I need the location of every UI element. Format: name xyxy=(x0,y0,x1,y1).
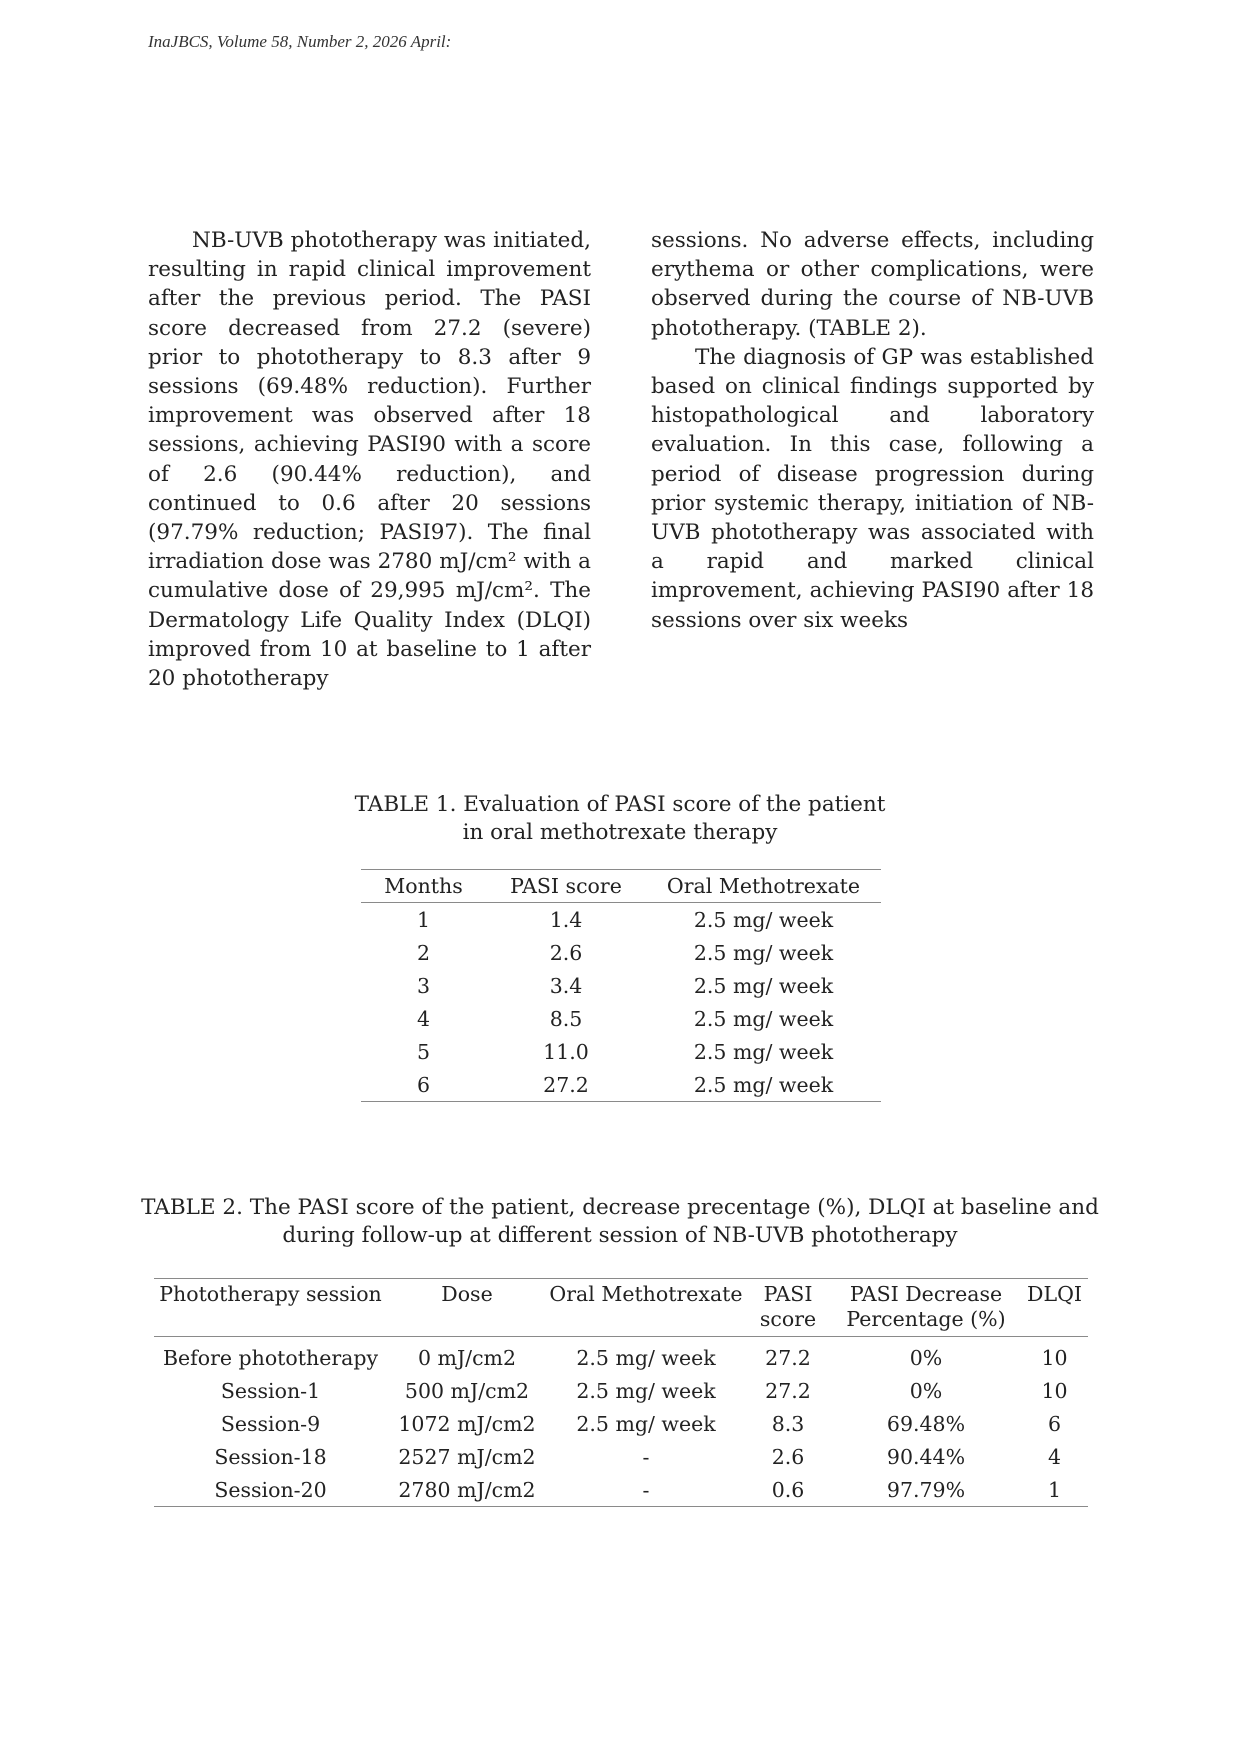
table1-caption-line: in oral methotrexate therapy xyxy=(462,819,778,845)
table-cell: 0 mJ/cm2 xyxy=(417,1345,517,1370)
table2-header-cell xyxy=(831,1279,1021,1337)
table2-header-line: Phototherapy session xyxy=(159,1282,382,1306)
table2-header-line: PASI xyxy=(763,1282,813,1306)
table2-header-line: score xyxy=(759,1307,817,1331)
table-cell: 2.6 xyxy=(771,1444,805,1469)
table2-header-cell xyxy=(1021,1279,1088,1337)
paragraph-diagnosis: The diagnosis of GP was established based on clinical findings supported by histopathological and laboratory evaluation. In this case, following a period of disease progression during prior systemic therapy, initiation of NB-UVB phototherapy was associated with a rapid and marked clinical improvement, achieving PASI90 after 18 sessions over six weeks xyxy=(651,344,1094,633)
table-cell: 0.6 xyxy=(771,1477,805,1502)
running-head: InaJBCS, Volume 58, Number 2, 2026 April: xyxy=(148,32,452,51)
table1-header-row xyxy=(361,870,881,903)
table-cell: 4 xyxy=(1047,1444,1062,1469)
table-cell: 27.2 xyxy=(765,1345,811,1370)
table2-header-cell xyxy=(154,1279,387,1337)
table-cell: 2.5 mg/ week xyxy=(693,1006,834,1031)
table1-caption xyxy=(0,791,1240,846)
table-cell: 6 xyxy=(1047,1411,1062,1436)
table-cell: 27.2 xyxy=(765,1378,811,1403)
table-cell: 2.5 mg/ week xyxy=(576,1378,716,1403)
table-cell: 2780 mJ/cm2 xyxy=(398,1477,536,1502)
table2-caption-line: TABLE 2. The PASI score of the patient, decrease precentage (%), DLQI at baseline and xyxy=(141,1195,1099,1220)
table-cell: 1 xyxy=(416,907,431,932)
table-cell: 500 mJ/cm2 xyxy=(404,1378,530,1403)
table-row xyxy=(361,936,881,969)
table-row xyxy=(154,1407,1088,1440)
table-row xyxy=(361,903,881,937)
table-cell: 1 xyxy=(1047,1477,1062,1502)
table-cell: Session-1 xyxy=(220,1378,321,1403)
table-row xyxy=(361,1002,881,1035)
table1-caption-line: TABLE 1. Evaluation of PASI score of the patient xyxy=(354,792,886,817)
table-cell: 3 xyxy=(416,973,431,998)
table-cell: 3.4 xyxy=(549,973,583,998)
table-cell: 97.79% xyxy=(886,1477,966,1502)
table-cell: 2.5 mg/ week xyxy=(693,907,834,932)
table2-header-line: Dose xyxy=(441,1282,493,1306)
table-cell: 1072 mJ/cm2 xyxy=(398,1411,536,1436)
table-cell: - xyxy=(642,1444,650,1469)
table2-header-line: Oral Methotrexate xyxy=(549,1282,743,1306)
table-cell: 8.3 xyxy=(771,1411,805,1436)
table2-nbuvb-sessions xyxy=(154,1278,1088,1507)
table-row xyxy=(154,1337,1088,1375)
table-cell: 10 xyxy=(1041,1378,1068,1403)
table2-header-cell xyxy=(387,1279,547,1337)
table1-pasi-methotrexate xyxy=(361,869,881,1102)
table-cell: 10 xyxy=(1041,1345,1068,1370)
table-row xyxy=(361,969,881,1002)
table-cell: - xyxy=(642,1477,650,1502)
table-cell: Session-9 xyxy=(220,1411,321,1436)
table-row xyxy=(361,1068,881,1102)
table2-header-cell xyxy=(547,1279,745,1337)
table-row xyxy=(154,1440,1088,1473)
table-cell: 2527 mJ/cm2 xyxy=(398,1444,536,1469)
table-cell: 69.48% xyxy=(886,1411,966,1436)
table-row xyxy=(154,1374,1088,1407)
table-cell: 2.5 mg/ week xyxy=(576,1345,716,1370)
table-cell: 90.44% xyxy=(886,1444,966,1469)
body-column-left xyxy=(148,226,591,693)
table2-header-line: Percentage (%) xyxy=(846,1307,1006,1331)
table-cell: 2.6 xyxy=(549,940,583,965)
table2-header-cell xyxy=(745,1279,831,1337)
table-cell: 0% xyxy=(909,1345,943,1370)
table-cell: 5 xyxy=(416,1039,431,1064)
table-cell: 8.5 xyxy=(549,1006,583,1031)
paragraph-phototherapy-results: NB-UVB phototherapy was initiated, resulting in rapid clinical improvement after the previous period. The PASI score decreased from 27.2 (severe) prior to phototherapy to 8.3 after 9 sessions (69.48% reduction). Further improvement was observed after 18 sessions, achieving PASI90 with a score of 2.6 (90.44% reduction), and continued to 0.6 after 20 sessions (97.79% reduction; PASI97). The final irradiation dose was 2780 mJ/cm² with a cumulative dose of 29,995 mJ/cm². The Dermatology Life Quality Index (DLQI) improved from 10 at baseline to 1 after 20 phototherapy xyxy=(148,228,591,692)
table-cell: 6 xyxy=(416,1072,431,1097)
table1-header-cell: PASI score xyxy=(510,874,622,898)
table-cell: 2 xyxy=(416,940,431,965)
table-row xyxy=(154,1473,1088,1507)
table-cell: 2.5 mg/ week xyxy=(576,1411,716,1436)
table-cell: Session-18 xyxy=(214,1444,327,1469)
table-cell: 27.2 xyxy=(543,1072,589,1097)
table-cell: Session-20 xyxy=(214,1477,327,1502)
body-column-right xyxy=(651,226,1094,635)
table-cell: 2.5 mg/ week xyxy=(693,940,834,965)
table-cell: 4 xyxy=(416,1006,431,1031)
table-cell: Before phototherapy xyxy=(162,1345,379,1370)
table1-header-cell: Oral Methotrexate xyxy=(666,874,861,898)
table-cell: 2.5 mg/ week xyxy=(693,1039,834,1064)
table-cell: 2.5 mg/ week xyxy=(693,973,834,998)
table2-header-line: DLQI xyxy=(1027,1282,1082,1306)
table1-header-cell: Months xyxy=(384,874,463,898)
table2-caption-line: during follow-up at different session of NB-UVB phototherapy xyxy=(282,1222,958,1248)
table2-header-row xyxy=(154,1279,1088,1337)
paragraph-adverse-effects: sessions. No adverse effects, including erythema or other complications, were observed during the course of NB-UVB phototherapy. (TABLE 2). xyxy=(651,228,1094,341)
table-cell: 11.0 xyxy=(543,1039,589,1064)
table-row xyxy=(361,1035,881,1068)
table-cell: 2.5 mg/ week xyxy=(693,1072,834,1097)
table2-caption xyxy=(0,1194,1240,1249)
table-cell: 1.4 xyxy=(549,907,583,932)
table2-header-line: PASI Decrease xyxy=(849,1282,1003,1306)
table-cell: 0% xyxy=(909,1378,943,1403)
